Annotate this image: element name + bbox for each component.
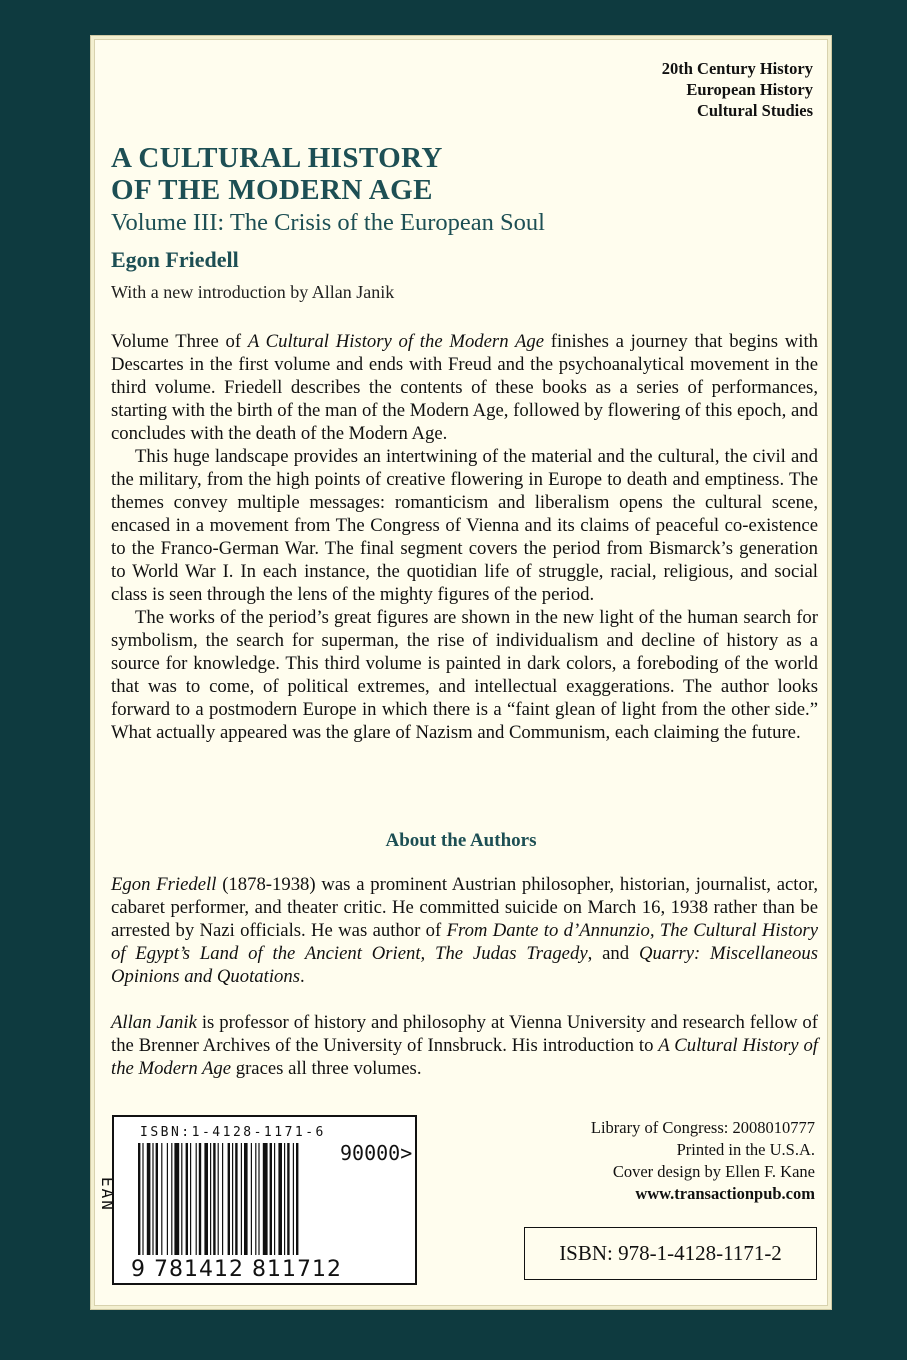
category-label: 20th Century History [661, 59, 813, 78]
barcode-bar [251, 1143, 252, 1255]
barcode-bar [171, 1143, 172, 1255]
barcode-bar [190, 1143, 191, 1255]
barcode [98, 1115, 417, 1285]
printed-in: Printed in the U.S.A. [676, 1140, 815, 1159]
barcode-bar [255, 1143, 256, 1255]
subject-categories [662, 58, 813, 121]
barcode-bar [232, 1143, 233, 1255]
description-paragraph: This huge landscape provides an intertwining of the material and the cultural, the civil and the military, from the high points of creative flowering in Europe to death and emptiness. The themes convey multiple messages: romanticism and liberalism opens the cultural scene, encased in a movement from The Congress of Vienna and its claims of peaceful co-existence to the Franco-German War. The final segment covers the period from Bismarck’s generation to World War I. In each instance, the quotidian life of struggle, racial, religious, and social class is seen through the lens of the mighty figures of the period. [111, 446, 818, 605]
barcode-bar [284, 1143, 285, 1255]
price-code: 90000> [340, 1141, 413, 1165]
barcode-bar [186, 1143, 188, 1255]
barcode-bar [241, 1143, 242, 1255]
cover-design-credit: Cover design by Ellen F. Kane [612, 1162, 815, 1181]
barcode-bar [218, 1143, 219, 1255]
book-description [111, 330, 818, 744]
barcode-bar [263, 1143, 268, 1255]
description-paragraph: The works of the period’s great figures are shown in the new light of the human search for symbolism, the search for superman, the rise of individualism and decline of history as a source for knowledge. This third volume is painted in dark colors, a foreboding of the world that was to come, of political extremes, and intellectual exaggerations. The author looks forward to a postmodern Europe in which there is a “faint glean of light from the other side.” What actually appeared was the glare of Nazism and Communism, each claiming the future. [111, 607, 818, 743]
isbn10-label: ISBN:1-4128-1171-6 [140, 1125, 326, 1140]
friedell-bio: Egon Friedell (1878-1938) was a prominent Austrian philosopher, historian, journalist, actor, cabaret performer, and theater critic. He committed suicide on March 16, 1938 rather than be arrested by Nazi officials. He was author of From Dante to d’Annunzio, The Cultural History of Egypt’s Land of the Ancient Orient, The Judas Tragedy, and Quarry: Miscellaneous Opinions and Quotations. [111, 874, 818, 987]
introduction-credit: With a new introduction by Allan Janik [111, 282, 395, 302]
book-title [111, 142, 443, 206]
barcode-bar [196, 1143, 197, 1255]
barcode-bar [152, 1143, 153, 1255]
barcode-bar [210, 1143, 211, 1255]
about-authors-heading: About the Authors [385, 830, 537, 851]
barcode-bar [142, 1143, 143, 1255]
barcode-bar [213, 1143, 215, 1255]
barcode-bar [274, 1143, 275, 1255]
barcode-bar [199, 1143, 201, 1255]
barcode-bar [204, 1143, 208, 1255]
title-line-2: OF THE MODERN AGE [111, 174, 433, 206]
author-name: Egon Friedell [111, 247, 239, 272]
barcode-bar [235, 1143, 237, 1255]
category-label: European History [686, 80, 813, 99]
barcode-bar [296, 1143, 298, 1255]
barcode-bar [181, 1143, 182, 1255]
barcode-bars [138, 1143, 334, 1255]
book-subtitle: Volume III: The Crisis of the European Soul [111, 209, 545, 236]
isbn13-box: ISBN: 978-1-4128-1171-2 [524, 1227, 817, 1280]
loc-number: Library of Congress: 2008010777 [590, 1118, 815, 1137]
publisher-website[interactable]: www.transactionpub.com [635, 1184, 815, 1203]
barcode-bar [174, 1143, 179, 1255]
category-label: Cultural Studies [697, 101, 813, 120]
title-line-1: A CULTURAL HISTORY [111, 142, 443, 174]
back-cover [90, 35, 832, 1310]
barcode-bar [161, 1143, 162, 1255]
barcode-digits: 9 781412 811712 [131, 1257, 342, 1282]
barcode-bar [287, 1143, 289, 1255]
barcode-bar [258, 1143, 259, 1255]
barcode-bar [278, 1143, 282, 1255]
barcode-bar [222, 1143, 223, 1255]
description-paragraph: Volume Three of A Cultural History of the Modern Age finishes a journey that begins with Descartes in the first volume and ends with Freud and the psychoanalytical movement in the third volume. Friedell describes the contents of these books as a series of performances, starting with the birth of the man of the Modern Age, followed by flowering of this epoch, and concludes with the death of the Modern Age. [111, 331, 818, 444]
barcode-bar [147, 1143, 151, 1255]
colophon [591, 1117, 815, 1205]
ean-label: EAN [98, 1177, 117, 1212]
barcode-bar [156, 1143, 158, 1255]
janik-bio: Allan Janik is professor of history and philosophy at Vienna University and research fellow of the Brenner Archives of the University of Innsbruck. His introduction to A Cultural History of the Modern Age graces all three volumes. [111, 1012, 818, 1079]
barcode-bar [244, 1143, 248, 1255]
barcode-bar [138, 1143, 140, 1255]
barcode-bar [270, 1143, 272, 1255]
barcode-bar [293, 1143, 294, 1255]
barcode-bar [228, 1143, 230, 1255]
barcode-bar [167, 1143, 168, 1255]
